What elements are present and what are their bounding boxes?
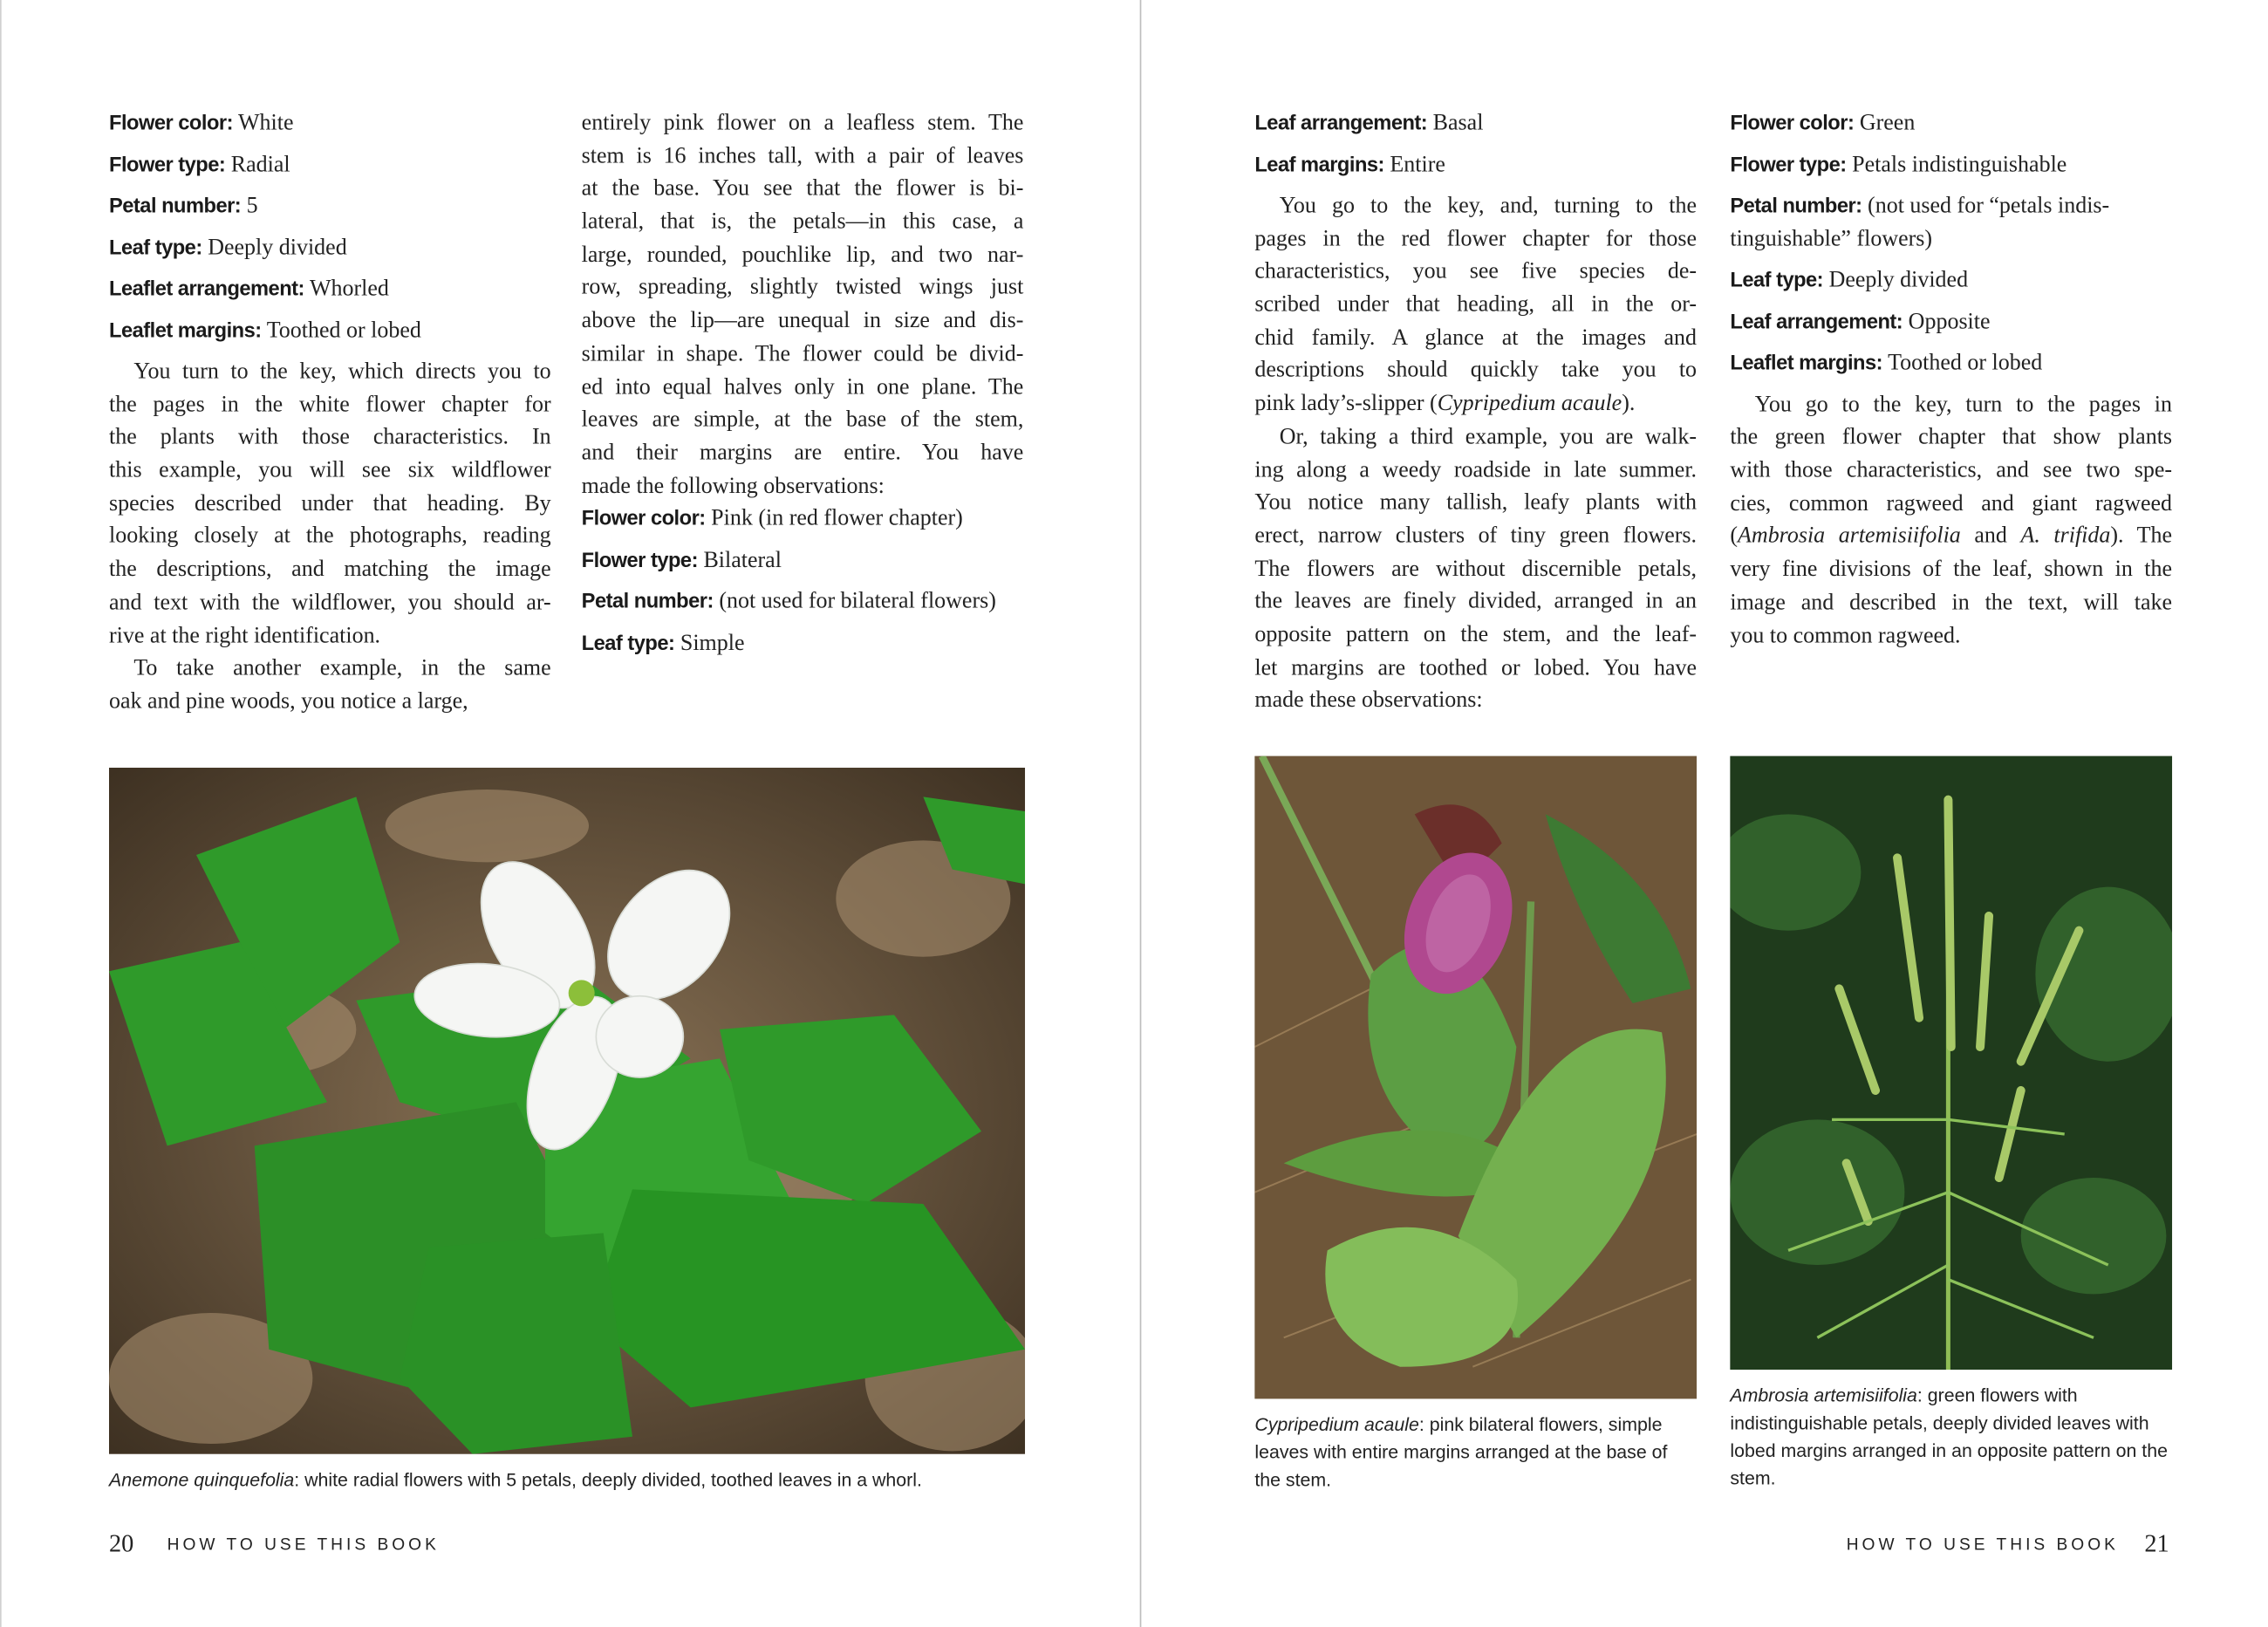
field-label: Leaf type: bbox=[1730, 269, 1824, 293]
text-line: ing along a weedy roadside in late summer. bbox=[1254, 457, 1698, 482]
field-row bbox=[582, 586, 1024, 619]
field-label: Petal number: bbox=[109, 195, 242, 219]
photo-ambrosia-artemisiifolia bbox=[1730, 756, 2172, 1370]
field-label: Flower type: bbox=[581, 549, 698, 573]
text-line: descriptions should quickly take you to bbox=[1254, 358, 1698, 384]
text-line: erect, narrow clusters of tiny green flowers. bbox=[1254, 523, 1698, 549]
field-value: Pink (in red flower chapter) bbox=[705, 506, 963, 531]
text-line: characteristics, you see five species de- bbox=[1254, 259, 1698, 284]
text-line: You turn to the key, which directs you to bbox=[133, 359, 551, 385]
field-row bbox=[1730, 149, 2172, 182]
field-label: Flower color: bbox=[581, 508, 706, 531]
field-value: Deeply divided bbox=[1823, 268, 1969, 293]
text-line: the leaves are finely divided, arranged in an bbox=[1254, 589, 1698, 614]
text-line: You go to the key, turn to the pages in bbox=[1754, 392, 2173, 417]
field-value: Entire bbox=[1383, 152, 1445, 177]
text-line: entirely pink flower on a leafless stem. The bbox=[581, 110, 1024, 136]
page-number-left: 20 bbox=[109, 1529, 134, 1558]
text-line: with those characteristics, and see two spe- bbox=[1730, 458, 2173, 483]
text-line: and their margins are entire. You have bbox=[581, 440, 1024, 466]
field-value: (not used for “petals indis-tinguishable” flowers) bbox=[1730, 193, 2110, 251]
text-line: the pages in the white flower chapter for bbox=[109, 392, 551, 417]
caption-text: : green flowers with indistinguishable petals, deeply divided leaves with lobed margins arranged in an opposite pattern on the stem. bbox=[1730, 1384, 2168, 1489]
field-value: 5 bbox=[241, 193, 258, 219]
caption-anemone bbox=[109, 1466, 1040, 1494]
field-value: Simple bbox=[674, 630, 745, 656]
field-row bbox=[109, 149, 551, 182]
photo-anemone-quinquefolia bbox=[109, 768, 1025, 1454]
caption-cypripedium bbox=[1254, 1411, 1691, 1494]
text-line: at the base. You see that the flower is bi- bbox=[581, 176, 1024, 202]
caption-text: : pink bilateral flowers, simple leaves with entire margins arranged at the base of the stem. bbox=[1254, 1413, 1668, 1491]
field-value: Whorled bbox=[304, 276, 389, 302]
field-label: Leaf margins: bbox=[1254, 153, 1384, 177]
text-line bbox=[1254, 388, 1697, 421]
field-value: Toothed or lobed bbox=[261, 318, 421, 343]
text-line: the green flower chapter that show plants bbox=[1730, 425, 2173, 450]
text-line: large, rounded, pouchlike lip, and two nar- bbox=[581, 242, 1024, 268]
text-line: cies, common ragweed and giant ragweed bbox=[1730, 490, 2173, 516]
field-row bbox=[1730, 190, 2172, 256]
text-line: opposite pattern on the stem, and the leaf- bbox=[1254, 622, 1698, 647]
text-line: above the lip—are unequal in size and dis- bbox=[581, 308, 1024, 333]
right-column-2 bbox=[1730, 107, 2172, 653]
field-row bbox=[582, 545, 1024, 578]
field-value: Basal bbox=[1427, 110, 1484, 136]
field-value: White bbox=[232, 110, 294, 136]
text-line: leaves are simple, at the base of the stem, bbox=[581, 407, 1024, 433]
text-segment: ). bbox=[1622, 391, 1636, 416]
text-line: made these observations: bbox=[1254, 687, 1483, 714]
text-line: oak and pine woods, you notice a large, bbox=[109, 688, 468, 714]
text-line: let margins are toothed or lobed. You have bbox=[1254, 655, 1698, 680]
caption-ambrosia bbox=[1730, 1381, 2181, 1492]
text-line bbox=[1730, 521, 2172, 554]
field-label: Flower type: bbox=[1730, 153, 1847, 177]
text-line: and text with the wildflower, you should ar- bbox=[109, 590, 551, 615]
left-column-1 bbox=[109, 107, 551, 719]
text-line: the plants with those characteristics. In bbox=[109, 425, 551, 450]
text-segment: ( bbox=[1730, 523, 1739, 550]
field-row bbox=[582, 503, 1024, 537]
field-label: Leaf type: bbox=[109, 236, 202, 260]
field-label: Flower color: bbox=[1730, 112, 1855, 136]
field-label: Leaflet arrangement: bbox=[109, 277, 304, 302]
field-value: Radial bbox=[225, 152, 290, 177]
page-edge bbox=[0, 0, 2, 1627]
field-label: Flower type: bbox=[109, 153, 226, 177]
text-line: lateral, that is, the petals—in this case, a bbox=[581, 209, 1024, 235]
text-line: stem is 16 inches tall, with a pair of leaves bbox=[581, 143, 1024, 168]
paragraph bbox=[582, 107, 1024, 503]
text-line: You go to the key, and, turning to the bbox=[1279, 193, 1698, 219]
text-segment: ). The bbox=[2110, 523, 2173, 550]
text-line: To take another example, in the same bbox=[133, 655, 551, 681]
text-line: chid family. A glance at the images and bbox=[1254, 325, 1698, 351]
field-label: Leaf type: bbox=[581, 632, 675, 656]
text-line: similar in shape. The flower could be divid- bbox=[581, 341, 1024, 366]
paragraph bbox=[1254, 421, 1697, 718]
text-line: You notice many tallish, leafy plants with bbox=[1254, 489, 1698, 516]
text-line: species described under that heading. By bbox=[109, 490, 551, 516]
text-line: Or, taking a third example, you are walk- bbox=[1279, 424, 1698, 449]
field-value: Green bbox=[1854, 110, 1916, 136]
running-head-left: HOW TO USE THIS BOOK bbox=[167, 1536, 440, 1555]
field-label: Leaflet margins: bbox=[1730, 352, 1883, 376]
field-row bbox=[1254, 149, 1697, 182]
caption-text: : white radial flowers with 5 petals, deeply divided, toothed leaves in a whorl. bbox=[294, 1468, 922, 1491]
field-row bbox=[1254, 107, 1697, 140]
field-row bbox=[109, 107, 551, 140]
photo-cypripedium-acaule bbox=[1254, 756, 1697, 1399]
text-line: row, spreading, slightly twisted wings just bbox=[581, 275, 1024, 301]
text-segment: and bbox=[1960, 523, 2021, 550]
field-value: Deeply divided bbox=[202, 235, 347, 260]
species-name: Anemone quinquefolia bbox=[109, 1468, 295, 1491]
text-line: scribed under that heading, all in the or- bbox=[1254, 292, 1698, 318]
field-row bbox=[109, 232, 551, 265]
text-line: you to common ragweed. bbox=[1730, 623, 1961, 648]
field-value: Bilateral bbox=[697, 547, 782, 573]
field-row bbox=[582, 628, 1024, 661]
field-value: Toothed or lobed bbox=[1882, 351, 2043, 376]
field-label: Petal number: bbox=[1730, 195, 1862, 219]
text-line: pages in the red flower chapter for those bbox=[1254, 226, 1698, 251]
running-head-right: HOW TO USE THIS BOOK bbox=[1846, 1536, 2119, 1555]
text-line: image and described in the text, will take bbox=[1730, 590, 2173, 615]
paragraph bbox=[109, 653, 551, 720]
species-name: Ambrosia artemisiifolia bbox=[1730, 1384, 1917, 1406]
page-number-right: 21 bbox=[2144, 1529, 2169, 1558]
field-row bbox=[109, 315, 551, 348]
right-column-1 bbox=[1254, 107, 1697, 718]
text-segment: pink lady’s-slipper ( bbox=[1254, 391, 1438, 416]
text-segment: A. trifida bbox=[2020, 523, 2111, 550]
text-segment: Ambrosia artemisiifolia bbox=[1738, 523, 1961, 550]
field-row bbox=[109, 190, 551, 223]
text-line: the descriptions, and matching the image bbox=[109, 557, 551, 582]
text-segment: Cypripedium acaule bbox=[1437, 391, 1622, 416]
species-name: Cypripedium acaule bbox=[1254, 1413, 1419, 1436]
field-row bbox=[109, 273, 551, 306]
field-value: (not used for bilateral flowers) bbox=[713, 589, 996, 614]
paragraph bbox=[1254, 190, 1697, 421]
field-row bbox=[1730, 107, 2172, 140]
text-line: The flowers are without discernible petals, bbox=[1254, 556, 1698, 581]
left-column-2 bbox=[582, 107, 1024, 669]
text-line: rive at the right identification. bbox=[109, 623, 381, 648]
paragraph bbox=[1730, 389, 2172, 653]
text-line: ed into equal halves only in one plane. The bbox=[581, 374, 1024, 400]
field-label: Flower color: bbox=[109, 112, 233, 136]
paragraph bbox=[109, 356, 551, 653]
gutter-divider bbox=[1140, 0, 1142, 1627]
text-line: looking closely at the photographs, reading bbox=[109, 523, 551, 550]
field-label: Leaf arrangement: bbox=[1254, 112, 1428, 136]
text-line: this example, you will see six wildflower bbox=[109, 458, 551, 483]
text-line: very fine divisions of the leaf, shown in the bbox=[1730, 557, 2173, 582]
field-row bbox=[1730, 306, 2172, 339]
field-label: Leaf arrangement: bbox=[1730, 311, 1903, 334]
field-row bbox=[1730, 348, 2172, 381]
field-row bbox=[1730, 265, 2172, 298]
field-label: Leaflet margins: bbox=[109, 318, 262, 343]
field-value: Petals indistinguishable bbox=[1846, 152, 2067, 177]
field-label: Petal number: bbox=[581, 591, 714, 614]
field-value: Opposite bbox=[1903, 309, 1991, 334]
text-line: made the following observations: bbox=[581, 473, 885, 498]
